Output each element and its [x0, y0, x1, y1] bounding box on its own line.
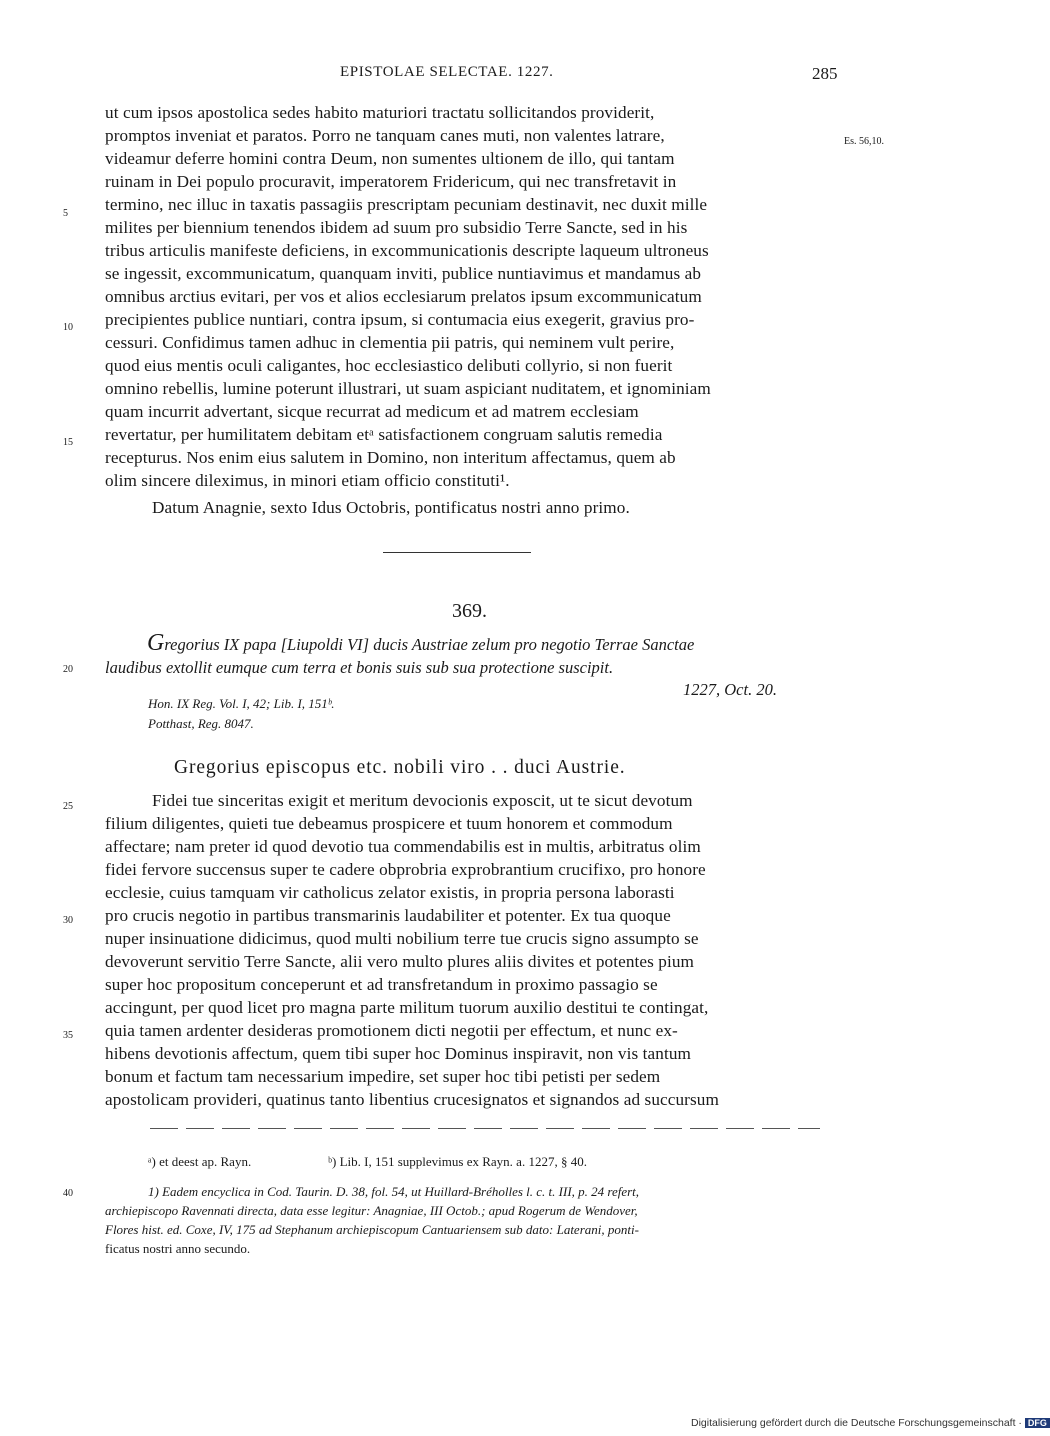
text-line: quam incurrit advertant, sicque recurrat ad medicum et ad matrem ecclesiam	[105, 402, 639, 421]
initial-letter: G	[147, 630, 165, 656]
text-line: fidei fervore succensus super te cadere obprobria exprobrantium crucifixo, pro honore	[105, 860, 706, 879]
text-line: olim sincere dileximus, in minori etiam officio constituti¹.	[105, 471, 510, 490]
text-line: cessuri. Confidimus tamen adhuc in clementia pii patris, qui neminem vult perire,	[105, 333, 675, 352]
text-line: super hoc propositum conceperunt et ad transfretandum in proximo passagio se	[105, 975, 658, 994]
line-number: 40	[63, 1188, 73, 1199]
document-number: 369.	[452, 600, 487, 622]
line-number: 15	[63, 437, 73, 448]
text-line: omnibus arctius evitari, per vos et alios ecclesiarum prelatos ipsum excommunicatum	[105, 287, 702, 306]
line-number: 20	[63, 664, 73, 675]
footnote-1-line: 1) Eadem encyclica in Cod. Taurin. D. 38, fol. 54, ut Huillard-Bréholles l. c. t. III, p. 24 refert,	[148, 1184, 640, 1199]
summary-line-1	[147, 630, 694, 657]
text-line: videamur deferre homini contra Deum, non sumentes ultionem de illo, qui tantam	[105, 149, 675, 168]
text-line: milites per biennium tenendos ibidem ad suum pro subsidio Terre Sancte, sed in his	[105, 218, 688, 237]
section-divider	[383, 552, 531, 553]
digitization-text: Digitalisierung gefördert durch die Deutsche Forschungsgemeinschaft ·	[691, 1417, 1022, 1429]
text-line: ut cum ipsos apostolica sedes habito maturiori tractatu sollicitandos providerit,	[105, 103, 655, 122]
text-line: omnino rebellis, lumine poterunt illustrari, ut suam aspiciant nuditatem, et ignominiam	[105, 379, 711, 398]
footnote-a: ᵃ) et deest ap. Rayn.	[148, 1154, 252, 1169]
line-number: 35	[63, 1030, 73, 1041]
text-line: revertatur, per humilitatem debitam etᵃ satisfactionem congruam salutis remedia	[105, 425, 663, 444]
summary-text: regorius IX papa [Liupoldi VI] ducis Austriae zelum pro negotio Terrae Sanctae	[164, 635, 695, 654]
text-line: promptos inveniat et paratos. Porro ne tanquam canes muti, non valentes latrare,	[105, 126, 665, 145]
source-reference: Potthast, Reg. 8047.	[148, 716, 254, 731]
footnote-1-line: ficatus nostri anno secundo.	[105, 1241, 251, 1256]
digitization-note	[691, 1417, 1050, 1429]
text-line: hibens devotionis affectum, quem tibi super hoc Dominus inspiravit, non vis tantum	[105, 1044, 691, 1063]
footnote-1-line: Flores hist. ed. Coxe, IV, 175 ad Stephanum archiepiscopum Cantuariensem sub dato: Laterani, ponti-	[105, 1222, 639, 1237]
text-line: se ingessit, excommunicatum, quanquam inviti, publice nuntiavimus et mandamus ab	[105, 264, 702, 283]
text-line: ruinam in Dei populo procuravit, imperatorem Fridericum, qui nec transfretavit in	[105, 172, 677, 191]
letter-date: 1227, Oct. 20.	[683, 680, 777, 699]
text-line: precipientes publice nuntiari, contra ipsum, si contumacia eius exegerit, gravius pro-	[105, 310, 695, 329]
margin-reference: Es. 56,10.	[844, 136, 884, 147]
text-line: accingunt, per quod licet pro magna parte militum tuorum auxilio destitui te contingat,	[105, 998, 709, 1017]
summary-line-2: laudibus extollit eumque cum terra et bonis suis sub sua protectione suscipit.	[105, 658, 614, 677]
text-line: termino, nec illuc in taxatis passagiis prescriptam pecuniam destinavit, nec duxit mille	[105, 195, 708, 214]
footnote-separator	[150, 1128, 820, 1129]
datum-line: Datum Anagnie, sexto Idus Octobris, pontificatus nostri anno primo.	[152, 498, 630, 517]
text-line: affectare; nam preter id quod devotio tua commendabilis est in multis, arbitratus olim	[105, 837, 701, 856]
line-number: 30	[63, 915, 73, 926]
page-number: 285	[812, 64, 838, 83]
line-number: 5	[63, 208, 68, 219]
text-line: pro crucis negotio in partibus transmarinis laudabiliter et potenter. Ex tua quoque	[105, 906, 671, 925]
text-line: recepturus. Nos enim eius salutem in Domino, non interitum affectamus, quem ab	[105, 448, 676, 467]
text-line: nuper insinuatione didicimus, quod multi nobilium terre tue crucis signo assumpto se	[105, 929, 699, 948]
footnote-b: ᵇ) Lib. I, 151 supplevimus ex Rayn. a. 1227, § 40.	[328, 1154, 587, 1169]
text-line: ecclesie, cuius tamquam vir catholicus zelator existis, in propria persona laborasti	[105, 883, 675, 902]
text-line: quia tamen ardenter desideras promotionem dicti negotii per effectum, et nunc ex-	[105, 1021, 678, 1040]
text-line: filium diligentes, quieti tue debeamus prospicere et tuum honorem et commodum	[105, 814, 673, 833]
running-title: EPISTOLAE SELECTAE. 1227.	[340, 64, 554, 80]
text-line: Fidei tue sinceritas exigit et meritum devocionis exposcit, ut te sicut devotum	[152, 791, 693, 810]
footnote-1-line: archiepiscopo Ravennati directa, data esse legitur: Anagniae, III Octob.; apud Rogerum de Wendover,	[105, 1203, 638, 1218]
salutation: Gregorius episcopus etc. nobili viro . . duci Austrie.	[174, 757, 626, 778]
text-line: bonum et factum tam necessarium impedire, set super hoc tibi petisti per sedem	[105, 1067, 661, 1086]
text-line: apostolicam provideri, quatinus tanto libentius crucesignatos et signandos ad succursum	[105, 1090, 719, 1109]
line-number: 10	[63, 322, 73, 333]
dfg-logo-icon: DFG	[1025, 1418, 1050, 1428]
source-reference: Hon. IX Reg. Vol. I, 42; Lib. I, 151ᵇ.	[148, 696, 335, 711]
text-line: quod eius mentis oculi caligantes, hoc ecclesiastico delibuti collyrio, si non fuerit	[105, 356, 673, 375]
line-number: 25	[63, 801, 73, 812]
text-line: tribus articulis manifeste deficiens, in excommunicationis descripte laqueum ultroneus	[105, 241, 709, 260]
text-line: devoverunt servitio Terre Sancte, alii vero multo plures aliis divites et potentes pium	[105, 952, 695, 971]
